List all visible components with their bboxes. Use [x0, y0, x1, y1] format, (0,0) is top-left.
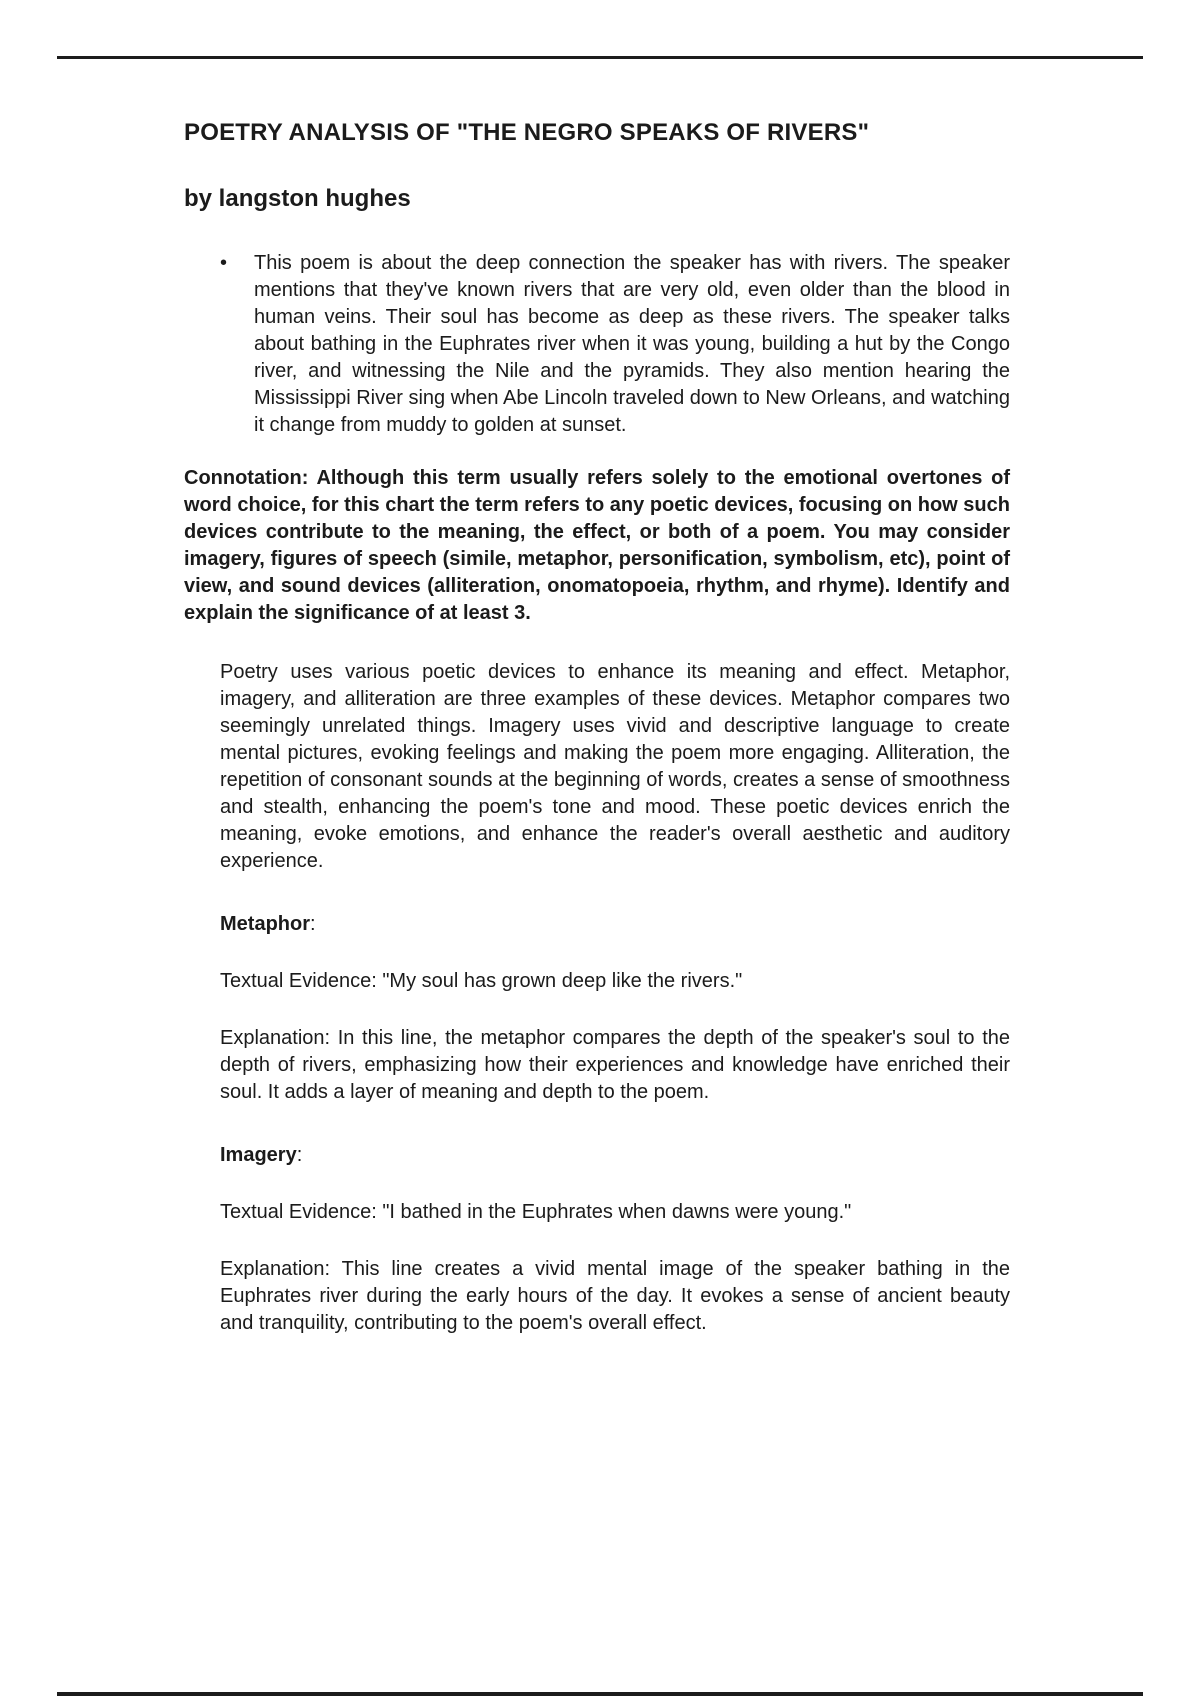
metaphor-heading — [220, 911, 1010, 938]
metaphor-heading-colon: : — [310, 913, 316, 935]
imagery-heading-colon: : — [296, 1144, 303, 1166]
bullet-icon: • — [220, 252, 228, 274]
imagery-heading-label: Imagery — [220, 1144, 297, 1166]
imagery-heading — [220, 1142, 1010, 1169]
connotation-paragraph: Connotation: Although this term usually refers solely to the emotional overtones of word choice, for this chart the term refers to any poetic devices, focusing on how such devices contribute to the meaning, the effect, or both of a poem. You may consider imagery, figures of speech (simile, metaphor, personification, symbolism, etc), point of view, and sound devices (alliteration, onomatopoeia, rhythm, and rhyme). Identify and explain the significance of at least 3. — [184, 467, 1010, 624]
page-title: POETRY ANALYSIS OF "THE NEGRO SPEAKS OF RIVERS" — [184, 119, 870, 146]
imagery-evidence-line: Textual Evidence: "I bathed in the Euphrates when dawns were young." — [220, 1201, 852, 1223]
metaphor-heading-label: Metaphor — [220, 913, 310, 935]
byline: by langston hughes — [184, 185, 411, 212]
metaphor-explanation-paragraph: Explanation: In this line, the metaphor compares the depth of the speaker's soul to the depth of rivers, emphasizing how their experiences and knowledge have enriched their soul. It adds a layer of meaning and depth to the poem. — [220, 1027, 1010, 1103]
bottom-rule — [57, 1692, 1143, 1696]
metaphor-evidence-line: Textual Evidence: "My soul has grown deep like the rivers." — [220, 970, 743, 992]
summary-bullet-item — [184, 250, 1010, 439]
document-content — [184, 0, 1010, 1337]
imagery-explanation-paragraph: Explanation: This line creates a vivid mental image of the speaker bathing in the Euphrates river during the early hours of the day. It evokes a sense of ancient beauty and tranquility, contributing to the poem's overall effect. — [220, 1258, 1010, 1334]
summary-paragraph: This poem is about the deep connection the speaker has with rivers. The speaker mentions that they've known rivers that are very old, even older than the blood in human veins. Their soul has become as deep as these rivers. The speaker talks about bathing in the Euphrates river when it was young, building a hut by the Congo river, and witnessing the Nile and the pyramids. They also mention hearing the Mississippi River sing when Abe Lincoln traveled down to New Orleans, and watching it change from muddy to golden at sunset. — [254, 252, 1010, 436]
analysis-intro-paragraph: Poetry uses various poetic devices to enhance its meaning and effect. Metaphor, imagery, and alliteration are three examples of these devices. Metaphor compares two seemingly unrelated things. Imagery uses vivid and descriptive language to create mental pictures, evoking feelings and making the poem more engaging. Alliteration, the repetition of consonant sounds at the beginning of words, creates a sense of smoothness and stealth, enhancing the poem's tone and mood. These poetic devices enrich the meaning, evoke emotions, and enhance the reader's overall aesthetic and auditory experience. — [220, 661, 1010, 872]
